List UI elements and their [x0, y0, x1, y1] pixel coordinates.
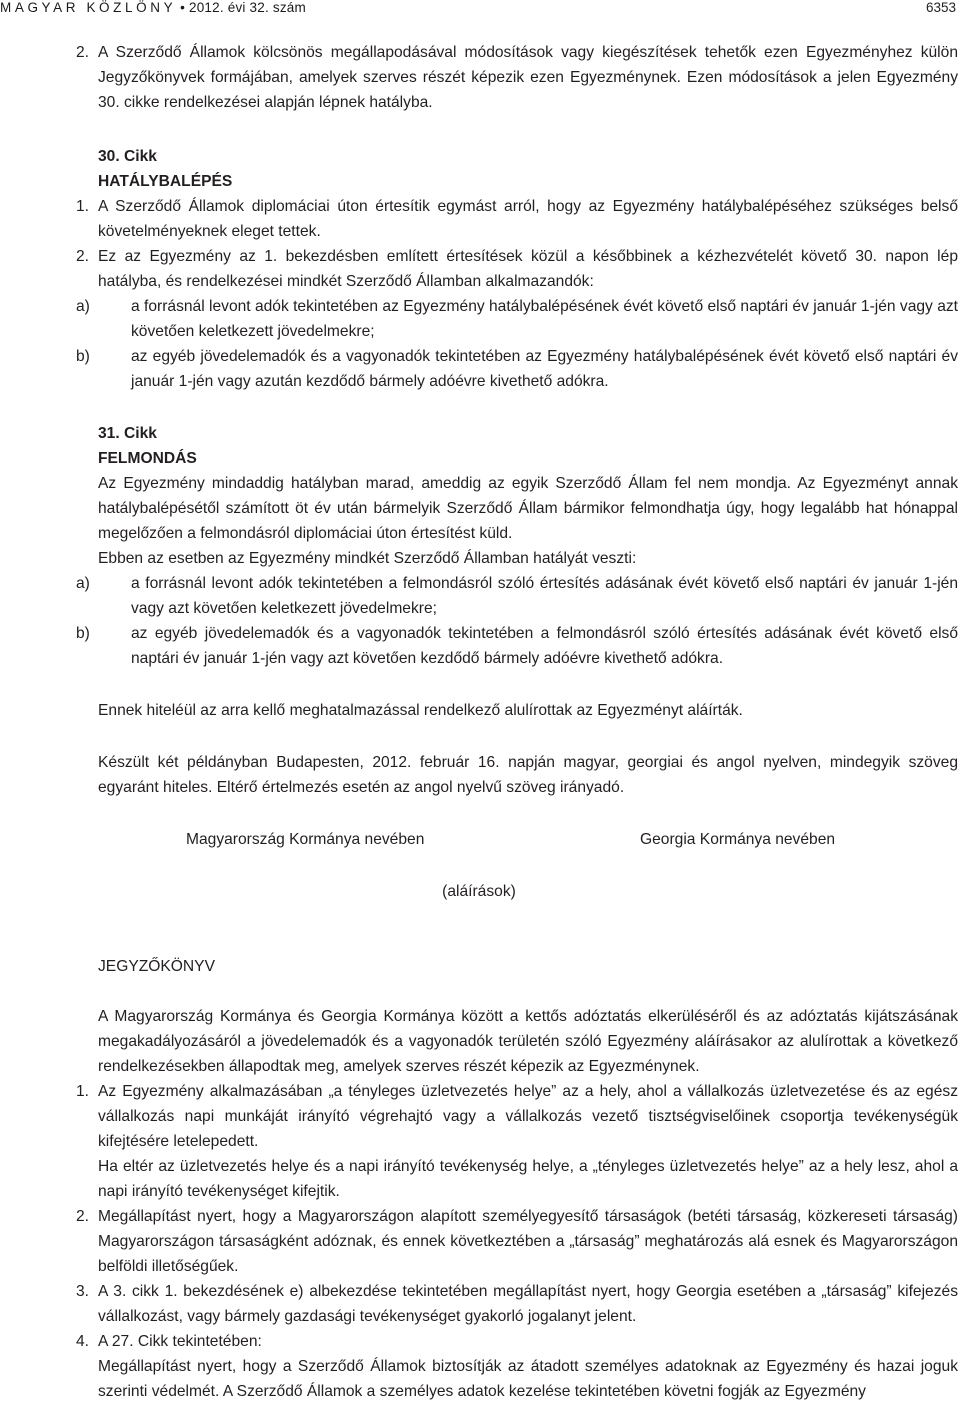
item-number: 4. — [76, 1333, 90, 1350]
protocol-item-1-extra: Ha eltér az üzletvezetés helye és a napi irányító tevékenység helye, a „tényleges üzletvezetés helye” az a hely lesz, ahol a napi irányító tevékenységet kifejtik. — [98, 1158, 958, 1200]
witness-clause: Ennek hiteléül az arra kellő meghatalmazással rendelkező alulírottak az Egyezményt aláírták. — [98, 702, 743, 719]
item-text: az egyéb jövedelemadók és a vagyonadók tekintetében a felmondásról szóló értesítés adásának évét követő első naptári év január 1-jén vagy azt követően kezdődő bármely adóévre kivethető adókra. — [131, 625, 958, 667]
item-label: a) — [76, 298, 90, 315]
bullet-separator: • — [180, 0, 186, 15]
art30-title: HATÁLYBALÉPÉS — [98, 173, 233, 190]
protocol-item-4-extra: Megállapítást nyert, hogy a Szerződő Államok biztosítják az átadott személyes adatoknak az Egyezmény és hazai joguk szerinti védelmét. A Szerződő Államok a személyes adatok kezelése tekintetében követni fogják az Egyezmény — [98, 1358, 958, 1400]
art31-number: 31. Cikk — [98, 425, 157, 442]
running-header — [0, 0, 960, 15]
art31-item-b — [0, 621, 958, 671]
item-text: A 27. Cikk tekintetében: — [98, 1333, 262, 1350]
paragraph-text: A Szerződő Államok kölcsönös megállapodásával módosítások vagy kiegészítések tehetők ezen Egyezményhez külön Jegyzőkönyvek formájában, amelyek szerves részét képezik ezen Egyezménynek. Ezen módosítások a jelen Egyezmény 30. cikke rendelkezései alapján lépnek hatályba. — [98, 44, 958, 111]
protocol-item-2 — [0, 1204, 958, 1279]
page-number: 6353 — [925, 0, 956, 15]
item-text: az egyéb jövedelemadók és a vagyonadók tekintetében az Egyezmény hatálybalépésének évét követő első naptári év január 1-jén vagy azután kezdődő bármely adóévre kivethető adókra. — [131, 348, 958, 390]
paragraph-number: 2. — [76, 248, 90, 265]
signatures-placeholder: (aláírások) — [442, 883, 516, 900]
signatory-georgia: Georgia Kormánya nevében — [640, 831, 836, 848]
art30-item-b — [0, 344, 958, 394]
item-text: Az Egyezmény alkalmazásában „a tényleges üzletvezetés helye” az a hely, ahol a vállalkozás üzletvezetése és az egész vállalkozás napi munkáját irányító végrehajtó vagy a vállalkozás vezető tisztségviselőinek csoportja tevékenységük kifejtésére letelepedett. — [98, 1083, 958, 1150]
paragraph-text: A Szerződő Államok diplomáciai úton értesítik egymást arról, hogy az Egyezmény hatálybalépéséhez szükséges belső követelményeknek eleget tettek. — [98, 198, 958, 240]
art29-paragraph-2 — [0, 40, 958, 115]
art30-item-a — [0, 294, 958, 344]
header-journal-issue — [0, 0, 306, 15]
protocol-item-1 — [0, 1079, 958, 1154]
art31-paragraph-1: Az Egyezmény mindaddig hatályban marad, ameddig az egyik Szerződő Állam fel nem mondja. Az Egyezményt annak hatálybalépésétől számított öt év után bármelyik Szerződő Állam bármikor felmondhatja úgy, hogy legalább hat hónappal megelőzően a felmondásról diplomáciai úton értesítést küld. — [98, 475, 958, 542]
art30-paragraph-1 — [0, 194, 958, 244]
protocol-title: JEGYZŐKÖNYV — [98, 958, 215, 975]
item-number: 1. — [76, 1083, 90, 1100]
done-at-clause: Készült két példányban Budapesten, 2012. február 16. napján magyar, georgiai és angol nyelven, mindegyik szöveg egyaránt hiteles. Eltérő értelmezés esetén az angol nyelvű szöveg irányadó. — [98, 754, 958, 796]
journal-title: MAGYAR KÖZLÖNY — [0, 0, 177, 15]
art31-item-a — [0, 571, 958, 621]
protocol-intro: A Magyarország Kormánya és Georgia Kormánya között a kettős adóztatás elkerüléséről és az adóztatás kijátszásának megakadályozásáról a jövedelemadók és a vagyonadók területén szóló Egyezmény aláírásakor az alulírottak a következő rendelkezésekben állapodtak meg, amelyek szerves részét képezik az Egyezménynek. — [98, 1008, 958, 1075]
item-number: 3. — [76, 1283, 90, 1300]
issue-label: 2012. évi 32. szám — [189, 0, 306, 15]
item-label: b) — [76, 625, 90, 642]
paragraph-number: 1. — [76, 198, 90, 215]
signatories-row — [0, 827, 958, 852]
paragraph-text: Ez az Egyezmény az 1. bekezdésben említett értesítések közül a későbbinek a kézhezvételét követő 30. napon lép hatályba, és rendelkezései mindkét Szerződő Államban alkalmazandók: — [98, 248, 958, 290]
signatory-hungary: Magyarország Kormánya nevében — [186, 831, 425, 848]
protocol-item-4 — [0, 1329, 958, 1354]
art30-number: 30. Cikk — [98, 148, 157, 165]
item-label: a) — [76, 575, 90, 592]
item-number: 2. — [76, 1208, 90, 1225]
protocol-item-3 — [0, 1279, 958, 1329]
art30-paragraph-2 — [0, 244, 958, 294]
item-text: a forrásnál levont adók tekintetében az Egyezmény hatálybalépésének évét követő első naptári év január 1-jén vagy azt követően keletkezett jövedelmekre; — [131, 298, 958, 340]
paragraph-number: 2. — [76, 44, 90, 61]
art31-title: FELMONDÁS — [98, 450, 197, 467]
item-label: b) — [76, 348, 90, 365]
art31-paragraph-2: Ebben az esetben az Egyezmény mindkét Szerződő Államban hatályát veszti: — [98, 550, 637, 567]
item-text: Megállapítást nyert, hogy a Magyarországon alapított személyegyesítő társaságok (betéti társaság, közkereseti társaság) Magyarországon társaságként adóznak, és ennek következtében a „társaság” meghatározás alá esnek és Magyarországon belföldi illetőségűek. — [98, 1208, 958, 1275]
item-text: a forrásnál levont adók tekintetében a felmondásról szóló értesítés adásának évét követő első naptári év január 1-jén vagy azt követően keletkezett jövedelmekre; — [131, 575, 958, 617]
document-body — [0, 40, 958, 1404]
item-text: A 3. cikk 1. bekezdésének e) albekezdése tekintetében megállapítást nyert, hogy Georgia esetében a „társaság” kifejezés vállalkozást, vagy bármely gazdasági tevékenységet gyakorló jogalanyt jelent. — [98, 1283, 958, 1325]
